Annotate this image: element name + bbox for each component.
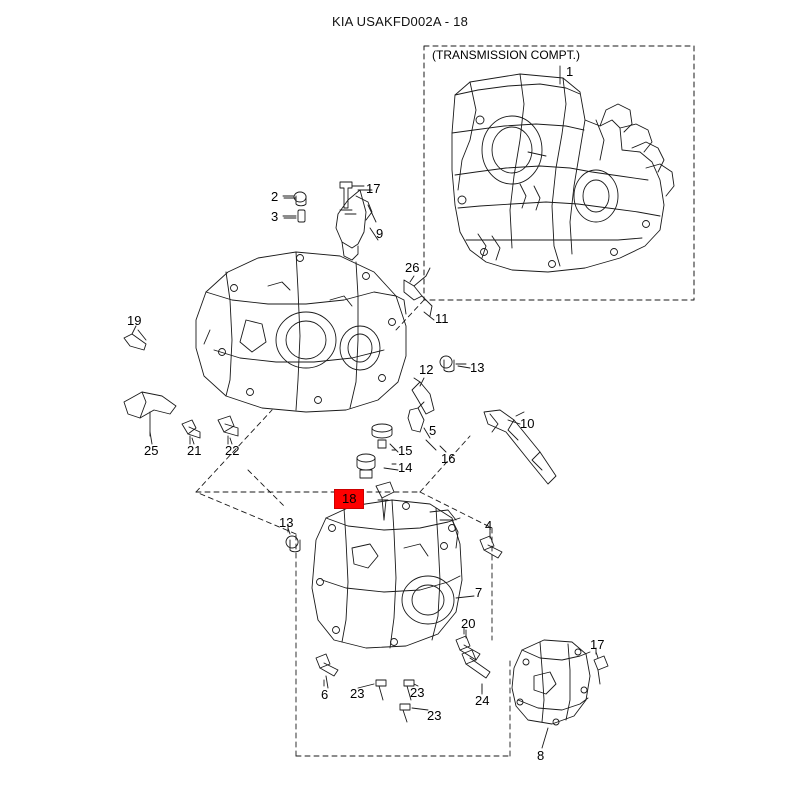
callout-2: 2 bbox=[271, 189, 279, 204]
callout-23-right: 23 bbox=[410, 685, 425, 700]
callout-14: 14 bbox=[398, 460, 413, 475]
callout-1: 1 bbox=[566, 64, 574, 79]
transaxle-case-art bbox=[312, 500, 462, 648]
callout-leaders bbox=[138, 190, 598, 748]
callout-5: 5 bbox=[429, 423, 437, 438]
callout-18-highlighted[interactable]: 18 bbox=[334, 489, 364, 509]
part-4-art bbox=[480, 530, 502, 558]
callout-15: 15 bbox=[398, 443, 413, 458]
callout-23-left: 23 bbox=[350, 686, 365, 701]
callout-13-lower: 13 bbox=[279, 515, 294, 530]
part-23-art bbox=[376, 680, 414, 722]
transmission-assembly-art bbox=[452, 66, 674, 272]
part-21-22-art bbox=[182, 416, 238, 444]
callout-6: 6 bbox=[321, 687, 329, 702]
callout-3: 3 bbox=[271, 209, 279, 224]
callout-11: 11 bbox=[435, 311, 449, 326]
clutch-housing-art bbox=[196, 252, 406, 412]
page-title: KIA USAKFD002A - 18 bbox=[331, 14, 469, 29]
callout-20: 20 bbox=[461, 616, 476, 631]
callout-4: 4 bbox=[485, 518, 493, 533]
callout-10: 10 bbox=[520, 416, 535, 431]
callout-9: 9 bbox=[376, 226, 384, 241]
part-25-art bbox=[124, 392, 176, 436]
callout-16: 16 bbox=[441, 451, 456, 466]
callout-7: 7 bbox=[475, 585, 483, 600]
part-5-14-15-16-art bbox=[357, 402, 436, 478]
part-19-art bbox=[124, 326, 146, 350]
callout-26: 26 bbox=[405, 260, 420, 275]
callout-22: 22 bbox=[225, 443, 240, 458]
callout-21: 21 bbox=[187, 443, 202, 458]
callout-13-upper: 13 bbox=[470, 360, 485, 375]
part-26-11-art bbox=[404, 268, 432, 316]
rear-cover-art bbox=[512, 640, 590, 725]
part-20-art bbox=[456, 628, 480, 660]
callout-25: 25 bbox=[144, 443, 159, 458]
callout-19: 19 bbox=[127, 313, 142, 328]
callout-12: 12 bbox=[419, 362, 434, 377]
callout-23-bottom: 23 bbox=[427, 708, 442, 723]
part-2-3-art bbox=[283, 192, 306, 222]
transmission-compartment-label: (TRANSMISSION COMPT.) bbox=[432, 48, 581, 62]
callout-17-lower: 17 bbox=[590, 637, 605, 652]
callout-17-top: 17 bbox=[366, 181, 381, 196]
part-24-art bbox=[462, 650, 490, 692]
callout-8: 8 bbox=[537, 748, 545, 763]
callout-24: 24 bbox=[475, 693, 490, 708]
